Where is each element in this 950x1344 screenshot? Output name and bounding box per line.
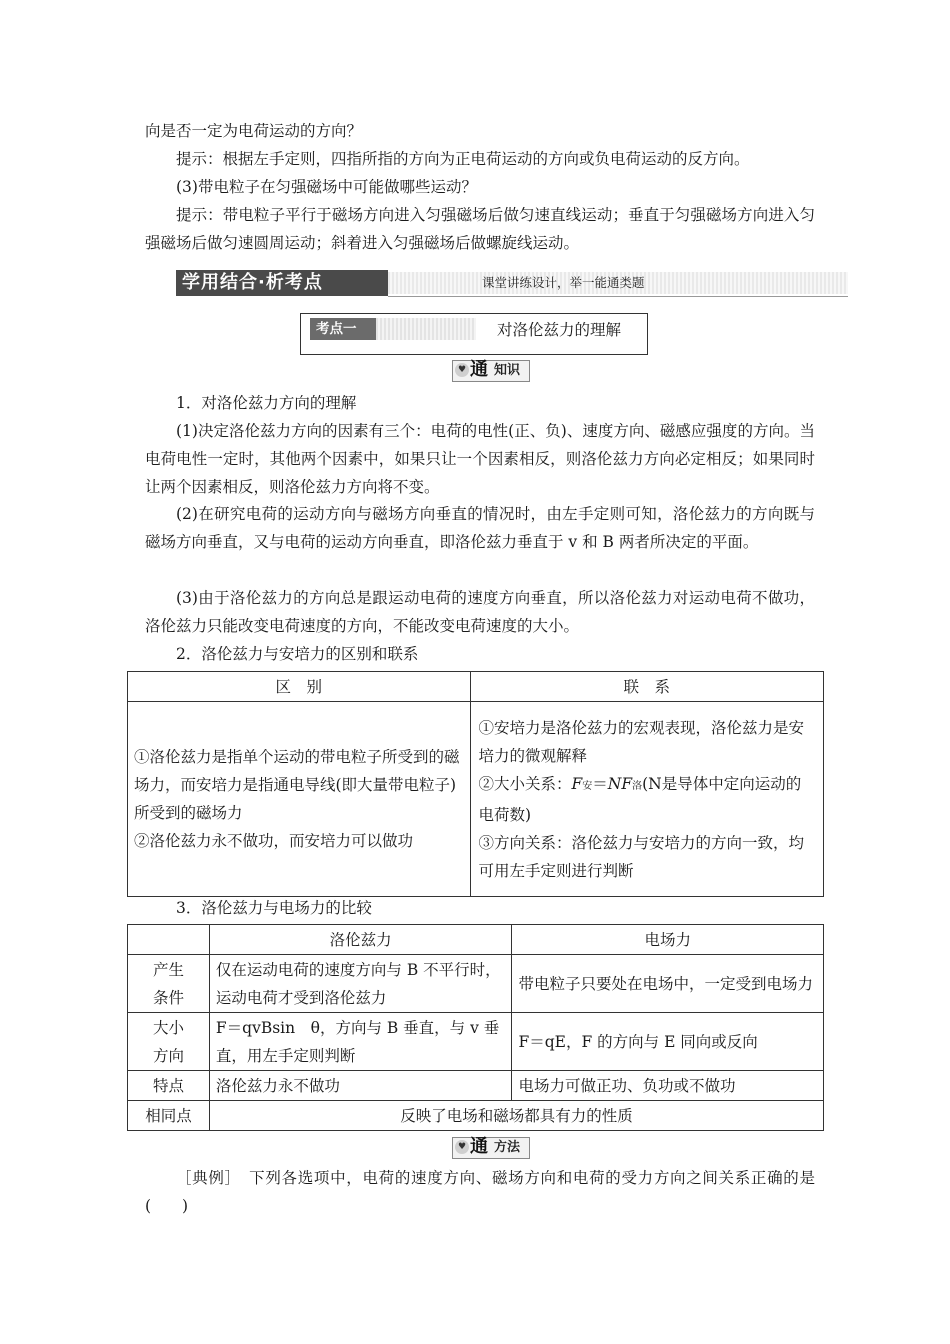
section1-p1: (1)决定洛伦兹力方向的因素有三个：电荷的电性(正、负)、速度方向、磁感应强度的方向。当电荷电性一定时，其他两个因素中，如果只让一个因素相反，则洛伦兹力方向必定相反；如果同时让两个因素相反，则洛伦兹力方向将不变。 (145, 422, 815, 496)
kaodian-title: 对洛伦兹力的理解 (497, 321, 622, 339)
section1-p2: (2)在研究电荷的运动方向与磁场方向垂直的情况时，由左手定则可知，洛伦兹力的方向既与磁场方向垂直，又与电荷的运动方向垂直，即洛伦兹力垂直于 v 和 B 两者所决定的平面。 (145, 505, 815, 551)
example-text: ［典例］ 下列各选项中，电荷的速度方向、磁场方向和电荷的受力方向之间关系正确的是( ) (145, 1169, 815, 1215)
hint-2: 提示：根据左手定则，四指所指的方向为正电荷运动的方向或负电荷运动的反方向。 (176, 150, 750, 168)
heart-icon: ♥ (455, 1140, 469, 1154)
kaodian-box (300, 313, 648, 355)
lorentz-cell: 洛伦兹力永不做功 (209, 1071, 512, 1101)
electric-cell: 带电粒子只要处在电场中，一定受到电场力 (512, 955, 824, 1013)
section1-heading: 1．对洛伦兹力方向的理解 (176, 394, 357, 412)
banner-title: 学用结合·析考点 (176, 270, 388, 296)
relation-cell (470, 702, 824, 897)
tong-knowledge-badge (452, 360, 530, 382)
formula-sub-an: 安 (582, 780, 593, 792)
formula-eq: ＝ (592, 774, 608, 793)
question-3: (3)带电粒子在匀强磁场中可能做哪些运动？ (176, 178, 477, 196)
relation-3: ③方向关系：洛伦兹力与安培力的方向一致，均可用左手定则进行判断 (478, 833, 805, 880)
comparison-table-electric (127, 924, 824, 1131)
badge-sub: 知识 (494, 363, 521, 378)
electric-cell: F＝qE，F 的方向与 E 同向或反向 (512, 1013, 824, 1071)
badge-sub: 方法 (494, 1140, 521, 1155)
hint-3: 提示：带电粒子平行于磁场方向进入匀强磁场后做匀速直线运动；垂直于匀强磁场方向进入匀强磁场后做匀速圆周运动；斜着进入匀强磁场后做螺旋线运动。 (145, 206, 815, 252)
header-electric: 电场力 (512, 925, 824, 955)
lorentz-cell: 仅在运动电荷的速度方向与 B 不平行时，运动电荷才受到洛伦兹力 (209, 955, 512, 1013)
row-label: 产生 条件 (128, 955, 210, 1013)
common-value: 反映了电场和磁场都具有力的性质 (209, 1101, 823, 1131)
formula-NF: NF (607, 774, 633, 793)
electric-cell: 电场力可做正功、负功或不做功 (512, 1071, 824, 1101)
formula-sub-luo: 洛 (632, 780, 643, 792)
header-blank (128, 925, 210, 955)
kaodian-shade (376, 318, 476, 340)
banner-subtitle: 课堂讲练设计，举一能通类题 (482, 275, 645, 290)
difference-cell: ①洛伦兹力是指单个运动的带电粒子所受到的磁场力，而安培力是指通电导线(即大量带电粒子)所受到的磁场力 ②洛伦兹力永不做功，而安培力可以做功 (128, 702, 471, 897)
tong-method-badge (452, 1137, 530, 1159)
section-banner (176, 270, 848, 298)
section1-p3: (3)由于洛伦兹力的方向总是跟运动电荷的速度方向垂直，所以洛伦兹力对运动电荷不做功，洛伦兹力只能改变电荷速度的方向，不能改变电荷速度的大小。 (145, 589, 815, 635)
col-header-difference: 区 别 (128, 672, 471, 702)
badge-main: 通 (470, 1136, 488, 1157)
banner-divider (388, 296, 848, 297)
section3-heading: 3．洛伦兹力与电场力的比较 (176, 899, 372, 917)
row-label: 大小 方向 (128, 1013, 210, 1071)
section2-heading: 2．洛伦兹力与安培力的区别和联系 (176, 645, 419, 663)
common-label: 相同点 (128, 1101, 210, 1131)
formula-F: F (571, 774, 583, 793)
header-lorentz: 洛伦兹力 (209, 925, 512, 955)
row-label: 特点 (128, 1071, 210, 1101)
comparison-table-ampere (127, 671, 824, 897)
lorentz-cell: F＝qvBsin θ，方向与 B 垂直，与 v 垂直，用左手定则判断 (209, 1013, 512, 1071)
badge-main: 通 (470, 359, 488, 380)
col-header-relation: 联 系 (470, 672, 824, 702)
relation-1: ①安培力是洛伦兹力的宏观表现，洛伦兹力是安培力的微观解释 (478, 718, 805, 765)
relation-2-label: ②大小关系： (478, 774, 572, 793)
heart-icon: ♥ (455, 363, 469, 377)
kaodian-tag: 考点一 (310, 318, 376, 340)
relation-2 (479, 770, 816, 829)
relation-2-note: (N是导体中定向运动的电荷数) (478, 774, 802, 824)
intro-line: 向是否一定为电荷运动的方向？ (145, 122, 363, 140)
